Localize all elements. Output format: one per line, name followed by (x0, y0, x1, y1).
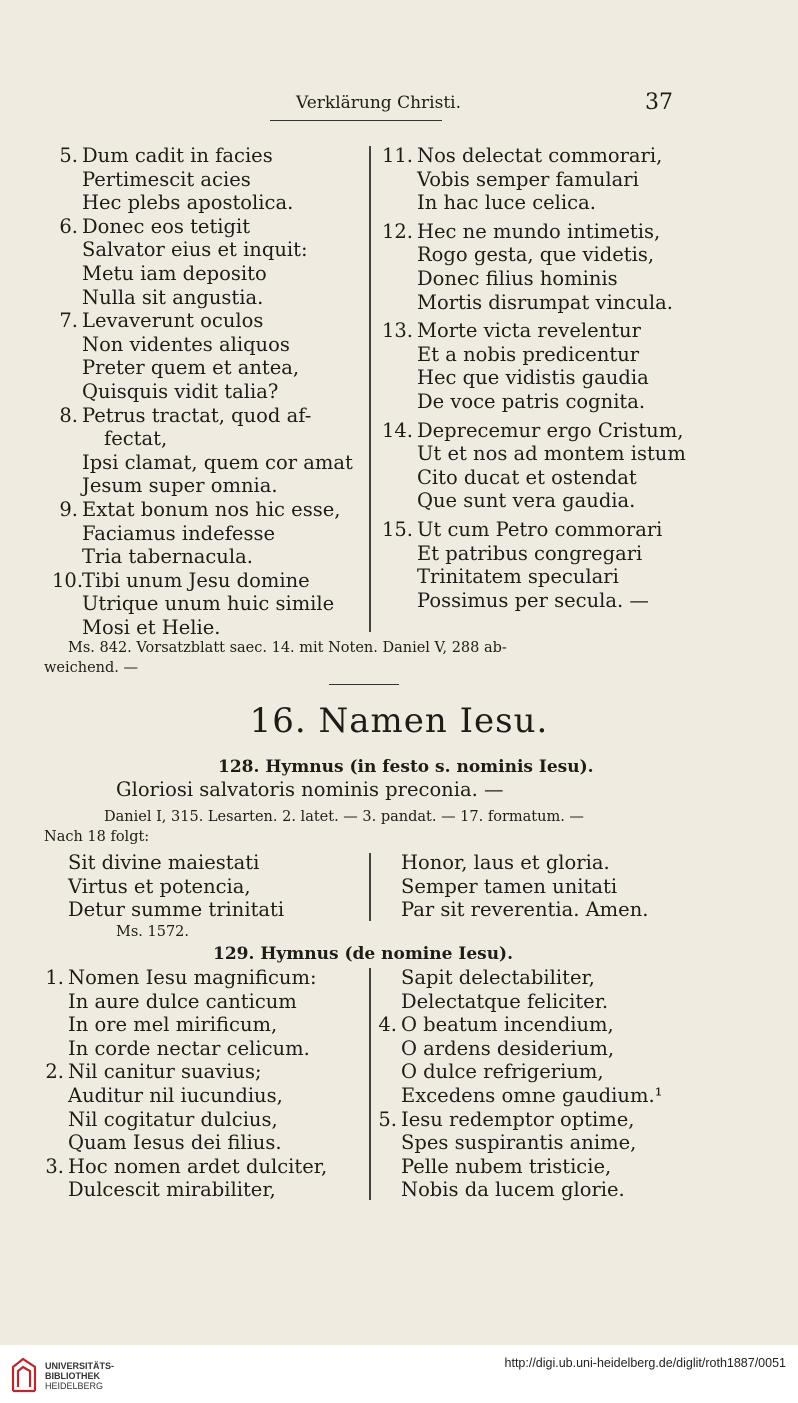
verse-line (52, 592, 353, 616)
verse-line (381, 489, 686, 513)
verse-line (52, 427, 353, 451)
verse-text: Iesu redemptor optime, (401, 1107, 635, 1131)
verse-number (52, 238, 82, 262)
verse-line (52, 286, 353, 310)
verse-line (381, 466, 686, 490)
verse-text: Delectatque feliciter. (401, 989, 609, 1013)
verse-text: In ore mel mirificum, (68, 1013, 278, 1037)
verse-number (44, 1108, 68, 1132)
verse-line (52, 569, 353, 593)
verse-text: Nomen Iesu magnificum: (68, 966, 317, 989)
verse-line (44, 1131, 327, 1155)
verse-number (52, 286, 82, 310)
verse-number (377, 1084, 401, 1108)
verse-text: Non videntes aliquos (82, 332, 290, 356)
verse-text: Sapit delectabiliter, (401, 966, 595, 989)
verse-number (381, 589, 417, 613)
verse-text: Trinitatem speculari (417, 565, 619, 589)
logo-line: UNIVERSITÄTS- (45, 1361, 115, 1371)
verse-number: 9. (59, 497, 78, 521)
verse-text: In hac luce celica. (417, 191, 596, 215)
verse-line (44, 990, 327, 1014)
verse-number (377, 1131, 401, 1155)
verse-number (381, 191, 417, 215)
verse-line: Semper tamen unitati (401, 874, 618, 898)
hymn-129-left-lines (44, 966, 327, 1202)
verses-left-column (52, 144, 353, 639)
verse-number (381, 542, 417, 566)
verse-text: O dulce refrigerium, (401, 1060, 604, 1084)
verse-line (44, 1013, 327, 1037)
verse-number: 15. (381, 517, 413, 541)
verse-number (52, 356, 82, 380)
verse-number (377, 1060, 401, 1084)
verse-text: De voce patris cognita. (417, 389, 646, 413)
verse-line (52, 144, 353, 168)
verse-number: 1. (45, 966, 64, 989)
verse-line (381, 366, 686, 390)
verses-right-column (381, 144, 686, 612)
verse-text: Nil cogitatur dulcius, (68, 1107, 278, 1131)
verse-number (381, 466, 417, 490)
verse-line (52, 380, 353, 404)
verse-line (44, 1084, 327, 1108)
verse-number: 7. (59, 309, 78, 333)
verse-number (381, 243, 417, 267)
verse-text: Hec que vidistis gaudia (417, 366, 649, 390)
verse-number: 6. (59, 214, 78, 238)
verse-text: Salvator eius et inquit: (82, 238, 308, 262)
verse-text: In aure dulce canticum (68, 989, 297, 1013)
verse-text: Cito ducat et ostendat (417, 465, 637, 489)
verse-number: 3. (45, 1154, 64, 1178)
verse-line (381, 220, 686, 244)
verse-number (52, 380, 82, 404)
verse-line (381, 291, 686, 315)
verse-line (52, 333, 353, 357)
verse-number (381, 168, 417, 192)
verse-line: Par sit reverentia. Amen. (401, 898, 649, 922)
verse-line (44, 1155, 327, 1179)
verse-number (44, 1037, 68, 1061)
verse-line (381, 267, 686, 291)
verse-text: Tibi unum Jesu domine (82, 568, 310, 592)
column-divider (369, 146, 371, 632)
page-number: 37 (645, 90, 673, 115)
verse-line (52, 262, 353, 286)
verse-text: Deprecemur ergo Cristum, (417, 418, 684, 442)
verse-line (52, 356, 353, 380)
source-note-line: Ms. 842. Vorsatzblatt saec. 14. mit Noten. Daniel V, 288 ab- (68, 640, 507, 656)
header-rule (270, 120, 442, 121)
verse-number (377, 966, 401, 990)
verse-number: 2. (45, 1060, 64, 1084)
verse-number: 5. (378, 1107, 397, 1131)
verse-line (377, 1037, 662, 1061)
verse-line (52, 215, 353, 239)
verse-number (44, 1178, 68, 1202)
verse-line: Honor, laus et gloria. (401, 851, 610, 874)
source-note-line: weichend. — (44, 660, 139, 676)
hymn-title: 129. Hymnus (de nomine Iesu). (213, 944, 514, 964)
verse-line (377, 1155, 662, 1179)
verse-number (52, 616, 82, 640)
verse-line (381, 343, 686, 367)
verse-line (52, 238, 353, 262)
verse-line (377, 990, 662, 1014)
verse-number (381, 291, 417, 315)
verse-number: 13. (381, 319, 413, 343)
verse-line (381, 542, 686, 566)
verse-text: Excedens omne gaudium.¹ (401, 1083, 663, 1107)
verse-text: Donec eos tetigit (82, 214, 251, 238)
verse-line (381, 442, 686, 466)
column-divider (369, 968, 371, 1200)
verse-text: Que sunt vera gaudia. (417, 489, 636, 513)
verse-line (377, 1108, 662, 1132)
verse-number: 14. (381, 418, 413, 442)
verse-line (381, 565, 686, 589)
verse-text: Rogo gesta, que videtis, (417, 243, 655, 267)
verse-text: Nil canitur suavius; (68, 1060, 262, 1084)
verse-number: 11. (381, 144, 413, 167)
verse-number (381, 390, 417, 414)
verse-number: 12. (381, 219, 413, 243)
verse-number (381, 267, 417, 291)
verse-line (44, 1037, 327, 1061)
verse-line (52, 451, 353, 475)
section-separator (329, 684, 399, 685)
verse-text: Donec filius hominis (417, 266, 618, 290)
verse-line (52, 168, 353, 192)
library-logo-text (45, 1361, 114, 1391)
verse-text: Possimus per secula. — (417, 588, 649, 612)
verse-text: Jesum super omnia. (82, 474, 278, 498)
verse-text: Ut cum Petro commorari (417, 517, 663, 541)
verse-text: In corde nectar celicum. (68, 1036, 310, 1060)
verse-text: Levaverunt oculos (82, 309, 264, 333)
verse-text: Pelle nubem tristicie, (401, 1154, 612, 1178)
verse-line (381, 191, 686, 215)
verse-line (44, 1178, 327, 1202)
verse-text: Faciamus indefesse (82, 521, 276, 545)
verse-number (44, 1084, 68, 1108)
verse-number (381, 366, 417, 390)
hymn-incipit: Gloriosi salvatoris nominis preconia. — (116, 778, 504, 801)
running-header-title: Verklärung Christi. (296, 93, 462, 113)
verse-line: Virtus et potencia, (68, 874, 251, 898)
verse-text: Ut et nos ad montem istum (417, 442, 686, 466)
verse-text: Utrique unum huic simile (82, 592, 335, 616)
viewer-footer (0, 1345, 798, 1403)
library-logo-icon (10, 1357, 38, 1393)
verse-number (381, 442, 417, 466)
verse-number: 4. (378, 1013, 397, 1037)
verse-number: 8. (59, 403, 78, 427)
verse-line (52, 404, 353, 428)
verse-text: Petrus tractat, quod af- (82, 403, 312, 427)
verse-number (52, 191, 82, 215)
verse-line (381, 419, 686, 443)
verse-text: Auditur nil iucundius, (68, 1083, 283, 1107)
verse-text: O beatum incendium, (401, 1013, 614, 1037)
verse-text: Metu iam deposito (82, 261, 267, 285)
verse-number (377, 990, 401, 1014)
verse-number (381, 565, 417, 589)
verse-text: Hoc nomen ardet dulciter, (68, 1154, 328, 1178)
verse-number (44, 1131, 68, 1155)
verse-text: Nulla sit angustia. (82, 285, 264, 309)
verse-text: Et patribus congregari (417, 541, 643, 565)
verse-number (52, 474, 82, 498)
verse-line (52, 474, 353, 498)
manuscript-reference: Ms. 1572. (116, 924, 190, 940)
verse-line (381, 243, 686, 267)
verse-line (377, 1060, 662, 1084)
verse-number (52, 262, 82, 286)
verse-text: Vobis semper famulari (417, 167, 639, 191)
verse-line (377, 1131, 662, 1155)
hymn-title: 128. Hymnus (in festo s. nominis Iesu). (218, 757, 594, 777)
verse-line: Detur summe trinitati (68, 898, 285, 922)
verse-text: Hec ne mundo intimetis, (417, 219, 661, 243)
verse-line (52, 616, 353, 640)
verse-number (52, 168, 82, 192)
verse-text: Dum cadit in facies (82, 144, 273, 167)
hymn-128-left-lines (68, 851, 284, 922)
verse-number: 5. (59, 144, 78, 167)
verse-text: Pertimescit acies (82, 167, 251, 191)
verse-line (381, 390, 686, 414)
verse-line (377, 966, 662, 990)
verse-text: Tria tabernacula. (82, 545, 253, 569)
verse-text: Spes suspirantis anime, (401, 1131, 637, 1155)
verse-line (44, 1060, 327, 1084)
verse-line (381, 589, 686, 613)
verse-text: Mosi et Helie. (82, 615, 221, 639)
verse-text: Dulcescit mirabiliter, (68, 1178, 276, 1202)
verse-line (381, 144, 686, 168)
verse-number (52, 545, 82, 569)
verse-text: Preter quem et antea, (82, 356, 300, 380)
verse-number (52, 427, 82, 451)
column-divider (369, 853, 371, 921)
verse-line (377, 1013, 662, 1037)
logo-line: HEIDELBERG (45, 1381, 104, 1391)
verse-number (381, 343, 417, 367)
verse-line (44, 1108, 327, 1132)
source-note-line: Daniel I, 315. Lesarten. 2. latet. — 3. pandat. — 17. formatum. — (104, 809, 584, 825)
verse-text: Extat bonum nos hic esse, (82, 497, 341, 521)
verse-text: fectat, (104, 427, 168, 451)
verse-text: Mortis disrumpat vincula. (417, 290, 673, 314)
section-title: 16. Namen Iesu. (249, 701, 549, 741)
verse-number: 10. (52, 568, 84, 592)
verse-line (52, 522, 353, 546)
verse-number (377, 1155, 401, 1179)
verse-line (44, 966, 327, 990)
verse-line (381, 319, 686, 343)
verse-number (44, 1013, 68, 1037)
verse-text: Quisquis vidit talia? (82, 379, 279, 403)
hymn-128-right-lines (401, 851, 648, 922)
verse-text: Quam Iesus dei filius. (68, 1131, 282, 1155)
verse-line (52, 191, 353, 215)
verse-text: Nos delectat commorari, (417, 144, 663, 167)
verse-line (52, 498, 353, 522)
verse-text: Morte victa revelentur (417, 319, 641, 343)
verse-line (381, 168, 686, 192)
verse-line (52, 309, 353, 333)
hymn-129-right-lines (377, 966, 662, 1202)
verse-line (377, 1084, 662, 1108)
verse-line (52, 545, 353, 569)
verse-line: Sit divine maiestati (68, 851, 260, 874)
verse-text: Et a nobis predicentur (417, 342, 640, 366)
verse-number (381, 489, 417, 513)
source-note-line: Nach 18 folgt: (44, 829, 150, 845)
verse-text: Ipsi clamat, quem cor amat (82, 450, 353, 474)
verse-number (52, 451, 82, 475)
verse-number (52, 592, 82, 616)
verse-line (377, 1178, 662, 1202)
logo-line: BIBLIOTHEK (45, 1371, 100, 1381)
verse-text: Nobis da lucem glorie. (401, 1178, 625, 1202)
verse-number (44, 990, 68, 1014)
verse-text: O ardens desiderium, (401, 1036, 615, 1060)
verse-number (52, 333, 82, 357)
verse-number (377, 1037, 401, 1061)
verse-number (52, 522, 82, 546)
verse-line (381, 518, 686, 542)
verse-number (377, 1178, 401, 1202)
permalink-url[interactable]: http://digi.ub.uni-heidelberg.de/diglit/roth1887/0051 (504, 1356, 786, 1370)
verse-text: Hec plebs apostolica. (82, 191, 294, 215)
